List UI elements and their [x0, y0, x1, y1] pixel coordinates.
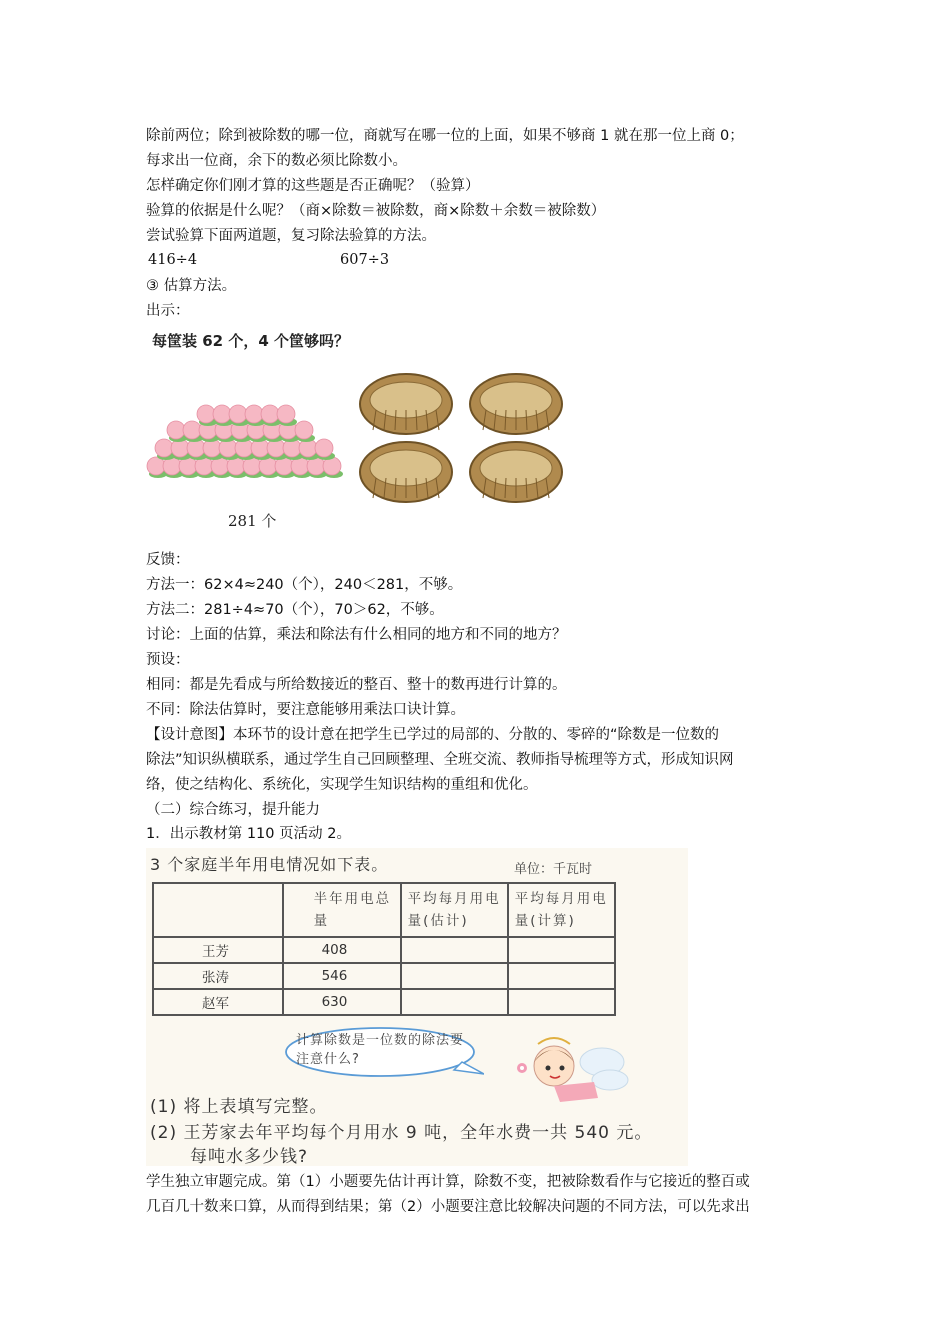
line-6: ③ 估算方法。 [146, 278, 237, 294]
line-5: 尝试验算下面两道题，复习除法验算的方法。 [146, 228, 436, 244]
header-calculate: 平均每月用电量(计算) [508, 883, 615, 937]
table-unit: 单位：千瓦时 [514, 862, 593, 877]
line-13: 相同：都是先看成与所给数接近的整百、整十的数再进行计算的。 [146, 677, 567, 693]
row-name: 赵军 [153, 989, 283, 1015]
row-total: 408 [283, 937, 401, 963]
line-15: 【设计意图】本环节的设计意在把学生已学过的局部的、分散的、零碎的“除数是一位数的 [146, 727, 720, 743]
table-title: 3 个家庭半年用电情况如下表。 [150, 855, 389, 874]
row-estimate [401, 989, 508, 1015]
line-12: 预设： [146, 652, 190, 668]
table-row [153, 989, 615, 1015]
peach-count-label: 281 个 [228, 512, 277, 530]
row-name: 王芳 [153, 937, 283, 963]
line-14: 不同：除法估算时，要注意能够用乘法口诀计算。 [146, 702, 465, 718]
electricity-table [152, 882, 616, 1016]
table-row [153, 937, 615, 963]
line-18: （二）综合练习，提升能力 [146, 802, 320, 818]
line-21: 几百几十数来口算，从而得到结果；第（2）小题要注意比较解决问题的不同方法，可以先求出 [146, 1199, 750, 1215]
row-estimate [401, 963, 508, 989]
question-2-continued: 每吨水多少钱? [190, 1147, 309, 1167]
row-estimate [401, 937, 508, 963]
line-2: 每求出一位商，余下的数必须比除数小。 [146, 153, 407, 169]
row-total: 546 [283, 963, 401, 989]
row-calculate [508, 989, 615, 1015]
table-header-row [153, 883, 615, 937]
line-4: 验算的依据是什么呢？（商×除数＝被除数，商×除数＋余数＝被除数） [146, 203, 606, 219]
row-calculate [508, 963, 615, 989]
table-row [153, 963, 615, 989]
line-20: 学生独立审题完成。第（1）小题要先估计再计算，除数不变，把被除数看作与它接近的整百或 [146, 1174, 750, 1190]
header-estimate: 平均每月用电量(估计) [401, 883, 508, 937]
peach-basket-figure [146, 326, 596, 536]
cartoon-girl-image [510, 1032, 630, 1112]
question-2: (2) 王芳家去年平均每个月用水 9 吨，全年水费一共 540 元。 [150, 1123, 653, 1143]
row-name: 张涛 [153, 963, 283, 989]
line-16: 除法”知识纵横联系，通过学生自己回顾整理、全班交流、教师指导梳理等方式，形成知识网 [146, 752, 734, 768]
line-19: 1．出示教材第 110 页活动 2。 [146, 826, 351, 842]
line-8: 反馈： [146, 552, 190, 568]
line-11: 讨论：上面的估算，乘法和除法有什么相同的地方和不同的地方？ [146, 627, 567, 643]
line-10: 方法二：281÷4≈70（个），70＞62，不够。 [146, 602, 444, 618]
peach-pile-image [146, 326, 596, 536]
line-17: 络，使之结构化、系统化，实现学生知识结构的重组和优化。 [146, 777, 538, 793]
line-9: 方法一：62×4≈240（个），240＜281，不够。 [146, 577, 463, 593]
header-empty [153, 883, 283, 937]
line-7: 出示： [146, 303, 190, 319]
line-3: 怎样确定你们刚才算的这些题是否正确呢？（验算） [146, 178, 480, 194]
speech-bubble-text: 计算除数是一位数的除法要注意什么? [296, 1033, 465, 1067]
header-total: 半年用电总量 [283, 883, 401, 937]
question-1: (1) 将上表填写完整。 [150, 1097, 328, 1117]
equation-1: 416÷4 [148, 252, 198, 268]
line-1: 除前两位；除到被除数的哪一位，商就写在哪一位的上面，如果不够商 1 就在那一位上商 0； [146, 128, 744, 144]
row-total: 630 [283, 989, 401, 1015]
equation-2: 607÷3 [340, 252, 390, 268]
figure-question: 每筐装 62 个，4 个筐够吗？ [152, 332, 349, 350]
row-calculate [508, 937, 615, 963]
